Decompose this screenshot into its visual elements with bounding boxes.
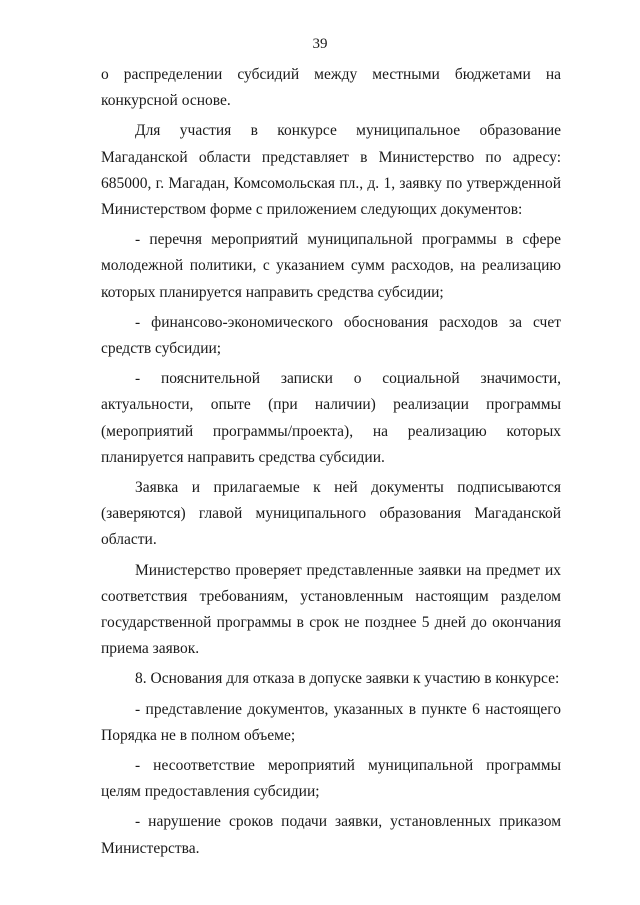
page-number: 39 <box>312 36 328 52</box>
list-item: - представление документов, указанных в пункте 6 настоящего Порядка не в полном объеме; <box>101 700 561 744</box>
document-body <box>101 62 561 866</box>
paragraph: о распределении субсидий между местными бюджетами на конкурсной основе. <box>101 66 561 110</box>
list-item: - перечня мероприятий муниципальной программы в сфере молодежной политики, с указанием сумм расходов, на реализацию которых планируется направить средства субсидии; <box>101 231 561 301</box>
list-item: - несоответствие мероприятий муниципальной программы целям предоставления субсидии; <box>101 757 561 801</box>
list-item: - нарушение сроков подачи заявки, установленных приказом Министерства. <box>101 813 561 857</box>
paragraph: Заявка и прилагаемые к ней документы подписываются (заверяются) главой муниципального образования Магаданской области. <box>101 479 561 549</box>
paragraph: Министерство проверяет представленные заявки на предмет их соответствия требованиям, установленным настоящим разделом государственной программы в срок не позднее 5 дней до окончания приема заявок. <box>101 561 561 658</box>
list-item: - финансово-экономического обоснования расходов за счет средств субсидии; <box>101 313 561 358</box>
list-item: - пояснительной записки о социальной значимости, актуальности, опыте (при наличии) реализации программы (мероприятий программы/проекта), на реализацию которых планируется направить средства субсидии. <box>101 370 561 466</box>
paragraph: Для участия в конкурсе муниципальное образование Магаданской области представляет в Министерство по адресу: 685000, г. Магадан, Комсомольская пл., д. 1, заявку по утвержденной Министерством форме с приложением следующих документов: <box>101 122 561 219</box>
section-heading: 8. Основания для отказа в допуске заявки к участию в конкурсе: <box>135 670 560 688</box>
